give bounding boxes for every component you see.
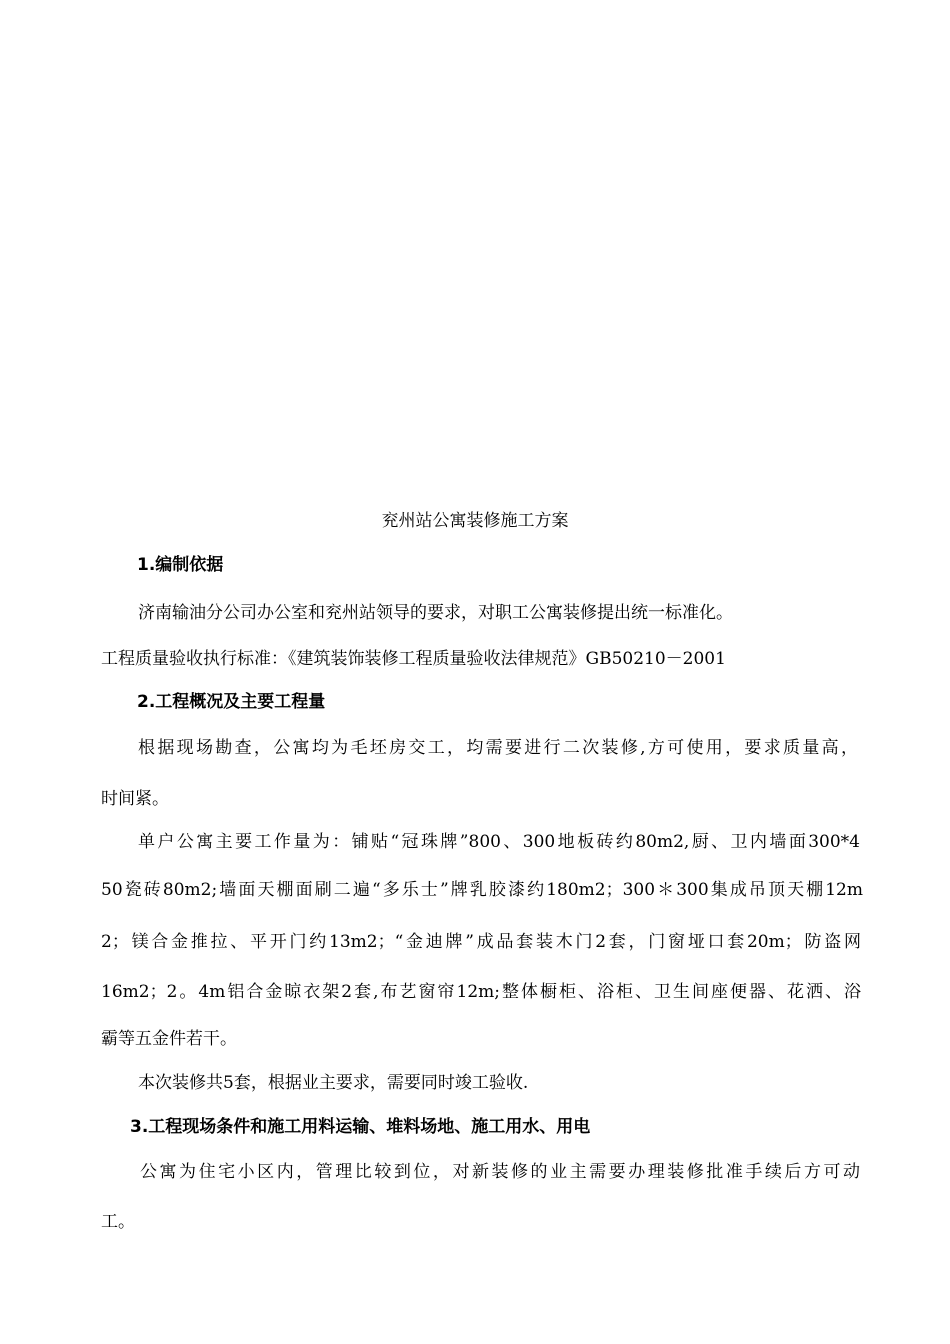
section-1-line-2: 工程质量验收执行标准：《建筑装饰装修工程质量验收法律规范》GB50210－2001 — [101, 649, 726, 669]
section-3-line-1: 公寓为住宅小区内，管理比较到位，对新装修的业主需要办理装修批准手续后方可动 — [140, 1162, 860, 1182]
section-2-line-7: 霸等五金件若干。 — [101, 1029, 237, 1049]
section-2-line-1: 根据现场勘查，公寓均为毛坯房交工，均需要进行二次装修,方可使用，要求质量高， — [138, 738, 858, 758]
section-2-line-5: 2；镁合金推拉、平开门约13m2；“金迪牌”成品套装木门2套，门窗垭口套20m；防盗网 — [101, 932, 861, 952]
section-2-heading: 2.工程概况及主要工程量 — [137, 692, 326, 712]
section-1-line-1: 济南输油分公司办公室和兖州站领导的要求，对职工公寓装修提出统一标准化。 — [138, 603, 733, 623]
section-2-line-3: 单户公寓主要工作量为：铺贴“冠珠牌”800、300地板砖约80m2,厨、卫内墙面300*4 — [138, 832, 860, 852]
section-3-line-2: 工。 — [101, 1212, 135, 1232]
section-2-line-8: 本次装修共5套，根据业主要求，需要同时竣工验收. — [138, 1073, 529, 1093]
section-2-line-4: 50瓷砖80m2;墙面天棚面刷二遍“多乐士”牌乳胶漆约180m2；300＊300集成吊顶天棚12m — [101, 880, 863, 900]
section-2-line-6: 16m2；2。4m铝合金晾衣架2套,布艺窗帘12m;整体橱柜、浴柜、卫生间座便器、花洒、浴 — [101, 982, 861, 1002]
document-title: 兖州站公寓装修施工方案 — [381, 511, 569, 531]
section-1-heading: 1.编制依据 — [137, 555, 224, 575]
section-3-heading: 3.工程现场条件和施工用料运输、堆料场地、施工用水、用电 — [130, 1117, 591, 1137]
section-2-line-2: 时间紧。 — [101, 789, 169, 809]
